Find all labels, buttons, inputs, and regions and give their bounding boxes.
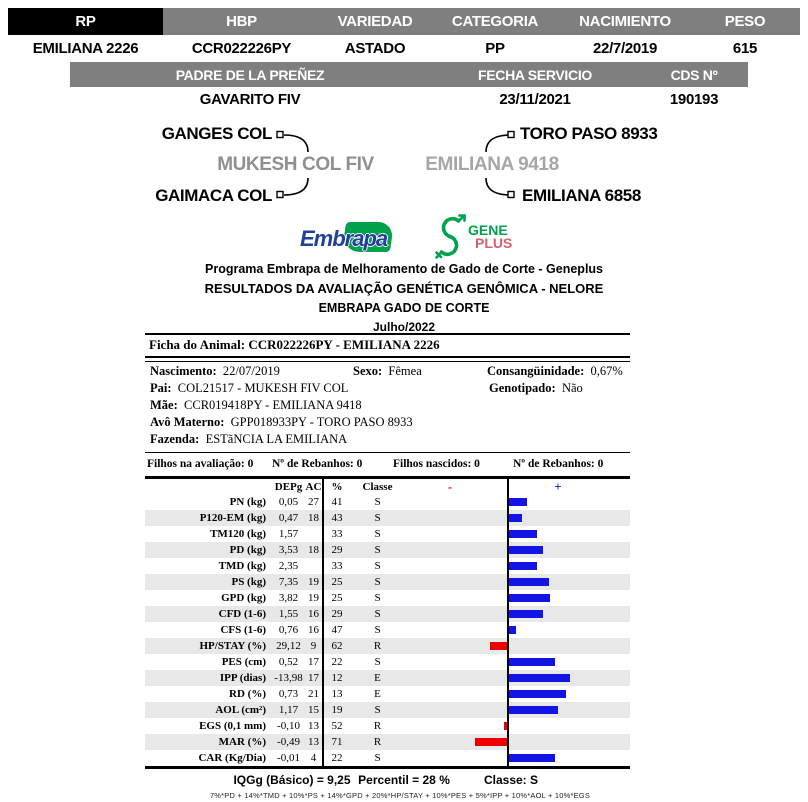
animal-detail-field: [150, 415, 413, 430]
animal-detail-value: Fêmea: [382, 364, 422, 378]
dep-row-ac: 4: [310, 752, 317, 764]
program-title-line2: RESULTADOS DA AVALIAÇÃO GENÉTICA GENÔMICA - NELORE: [204, 281, 604, 296]
animal-detail-label: Genotipado:: [489, 381, 556, 395]
animal-detail-label: Sexo:: [353, 364, 383, 378]
animal-detail-field: [353, 364, 422, 379]
dep-row-bar-cell: [403, 734, 630, 750]
dep-row-classe: S: [374, 592, 381, 604]
geneplus-logo-text: [468, 224, 512, 250]
dep-table-row: [145, 494, 630, 510]
dep-row-depg: -0,10: [277, 720, 300, 732]
dep-row-bar-cell: [403, 622, 630, 638]
dep-row-pct: 22: [331, 752, 343, 764]
dep-row-ac: 13: [308, 720, 319, 732]
animal-detail-label: Nascimento:: [150, 364, 217, 378]
animal-detail-label: Pai:: [150, 381, 172, 395]
dep-row-label: CAR (Kg/Dia): [198, 752, 266, 764]
logo-strip: [0, 214, 808, 262]
animal-detail-field: [150, 432, 347, 447]
dep-row-classe: R: [373, 640, 382, 652]
animal-record-header-label: Ficha do Animal:: [149, 337, 246, 352]
animal-detail-field: [150, 364, 280, 379]
dep-row-ac: 16: [308, 608, 319, 620]
dep-row-bar: [475, 738, 507, 746]
dep-table-row: [145, 574, 630, 590]
dep-row-depg: 0,47: [278, 512, 299, 524]
service-header-cell: CDS Nº: [640, 62, 748, 87]
dep-row-bar-cell: [403, 750, 630, 766]
dep-row-bar: [509, 626, 516, 634]
dep-table-row: [145, 734, 630, 750]
animal-detail-label: Avô Materno:: [150, 415, 225, 429]
dep-row-pct: 33: [331, 528, 343, 540]
identification-header-cell: RP: [8, 8, 163, 35]
identification-value-cell: PP: [430, 35, 560, 61]
dep-row-pct: 29: [331, 544, 343, 556]
animal-detail-field: [150, 381, 348, 396]
animal-details: [145, 362, 630, 452]
identification-header-cell: CATEGORIA: [430, 8, 560, 35]
dep-row-bar-cell: [403, 702, 630, 718]
embrapa-logo: [300, 222, 404, 254]
dep-header-depg: DEPg: [274, 480, 303, 493]
geneplus-logo: [432, 214, 512, 260]
dep-row-bar: [509, 674, 570, 682]
pedigree-paternal-granddam: GAIMACA COL: [155, 186, 272, 205]
identification-value-row: [8, 35, 800, 61]
animal-record-header: [145, 335, 630, 356]
identification-value-cell: 615: [690, 35, 800, 61]
dep-bar-center-line: [507, 479, 509, 766]
dep-table-row: [145, 542, 630, 558]
dep-row-depg: -13,98: [274, 672, 303, 684]
dep-row-bar: [509, 658, 555, 666]
animal-detail-value: GPP018933PY - TORO PASO 8933: [224, 415, 413, 429]
animal-details-row: [145, 432, 630, 449]
dep-row-label: CFS (1-6): [220, 624, 266, 636]
dep-row-bar: [509, 754, 555, 762]
dep-row-bar-cell: [403, 718, 630, 734]
identification-header-row: [8, 8, 800, 35]
dep-row-bar-cell: [403, 494, 630, 510]
summary-percentil: Percentil = 28 %: [358, 773, 450, 787]
dep-row-label: PES (cm): [221, 656, 266, 668]
dep-row-depg: 0,52: [278, 656, 299, 668]
service-value-row: [70, 87, 748, 112]
dep-table-row: [145, 718, 630, 734]
dep-row-pct: 52: [331, 720, 343, 732]
dep-row-bar: [509, 594, 550, 602]
dep-row-pct: 22: [331, 656, 343, 668]
dep-row-pct: 25: [331, 576, 343, 588]
dep-header-plus-sign: +: [554, 479, 562, 494]
service-value-cell: GAVARITO FIV: [70, 87, 430, 112]
animal-details-row: [145, 364, 630, 381]
dep-row-label: PD (kg): [229, 544, 266, 556]
dep-row-depg: 0,05: [278, 496, 299, 508]
animal-detail-label: Mãe:: [150, 398, 178, 412]
dep-row-label: MAR (%): [218, 736, 266, 748]
dep-row-classe: E: [374, 688, 381, 700]
dep-row-pct: 43: [331, 512, 343, 524]
dep-row-label: IPP (dias): [219, 672, 266, 684]
dep-table: [145, 479, 630, 766]
dep-table-row: [145, 750, 630, 766]
identification-value-cell: 22/7/2019: [560, 35, 690, 61]
dep-row-classe: E: [374, 672, 381, 684]
animal-detail-label: Consangüinidade:: [487, 364, 585, 378]
dep-table-row: [145, 686, 630, 702]
dep-row-label: PN (kg): [229, 496, 266, 508]
dep-row-bar: [509, 514, 522, 522]
dep-row-classe: S: [374, 624, 381, 636]
offspring-summary-row: [145, 453, 630, 476]
dep-row-label: RD (%): [229, 688, 266, 700]
dep-row-bar: [509, 498, 527, 506]
dep-row-pct: 33: [331, 560, 343, 572]
dep-row-label: TM120 (kg): [210, 528, 266, 540]
program-titles: [0, 262, 808, 339]
dep-row-bar: [509, 530, 537, 538]
summary-classe: Classe: S: [483, 773, 539, 787]
animal-details-row: [145, 415, 630, 432]
geneplus-word-plus: PLUS: [475, 235, 513, 251]
dep-row-ac: 19: [308, 592, 319, 604]
dep-row-classe: S: [374, 496, 381, 508]
dep-table-row: [145, 510, 630, 526]
dep-row-depg: 0,73: [278, 688, 299, 700]
pedigree-dam: EMILIANA 9418: [425, 154, 559, 175]
dep-row-ac: 18: [308, 512, 319, 524]
dep-column-divider-line: [322, 479, 324, 766]
dep-row-ac: 17: [308, 672, 319, 684]
dep-row-bar: [509, 562, 537, 570]
rule-table-bottom: [145, 766, 630, 769]
offspring-item: Filhos na avaliação: 0: [147, 458, 254, 470]
dep-row-depg: 2,35: [278, 560, 299, 572]
pedigree-tree: [140, 118, 685, 214]
dep-row-ac: 27: [308, 496, 319, 508]
dep-row-depg: 3,82: [278, 592, 299, 604]
dep-table-row: [145, 606, 630, 622]
dep-row-pct: 41: [331, 496, 343, 508]
dep-row-label: P120-EM (kg): [199, 512, 266, 524]
dep-row-bar-cell: [403, 606, 630, 622]
dep-table-row: [145, 558, 630, 574]
animal-detail-value: CCR019418PY - EMILIANA 9418: [177, 398, 362, 412]
dep-row-bar-cell: [403, 686, 630, 702]
dep-row-ac: 16: [308, 624, 319, 636]
identification-value-cell: CCR022226PY: [163, 35, 320, 61]
dep-row-classe: S: [374, 752, 381, 764]
embrapa-logo-text: Embrapa: [300, 226, 388, 251]
dep-table-row: [145, 654, 630, 670]
summary-iqgg: IQGg (Básico) = 9,25: [233, 773, 351, 787]
program-title-line1: Programa Embrapa de Melhoramento de Gado de Corte - Geneplus: [205, 262, 603, 276]
dep-header-pct: %: [331, 480, 343, 493]
offspring-item: Nº de Rebanhos: 0: [513, 458, 604, 470]
dep-row-bar-cell: [403, 510, 630, 526]
pedigree-paternal-grandsire: GANGES COL: [161, 124, 272, 143]
dep-row-label: EGS (0,1 mm): [199, 720, 266, 732]
identification-header-cell: HBP: [163, 8, 320, 35]
offspring-item: Nº de Rebanhos: 0: [272, 458, 363, 470]
service-table: [70, 62, 748, 112]
dep-row-bar-cell: [403, 526, 630, 542]
dep-row-bar: [509, 578, 549, 586]
dep-row-classe: S: [374, 704, 381, 716]
dep-row-pct: 13: [331, 688, 343, 700]
pedigree-maternal-granddam: EMILIANA 6858: [522, 186, 641, 205]
dep-row-pct: 47: [331, 624, 343, 636]
dep-header-minus-sign: -: [447, 479, 453, 494]
pedigree-connector-lines: [140, 118, 685, 214]
dep-row-depg: 0,76: [278, 624, 299, 636]
animal-detail-value: 22/07/2019: [216, 364, 280, 378]
animal-detail-field: [150, 398, 362, 413]
dep-row-depg: 29,12: [276, 640, 301, 652]
dep-row-label: AOL (cm²): [215, 704, 266, 716]
dep-row-bar: [509, 706, 558, 714]
dep-row-label: CFD (1-6): [218, 608, 266, 620]
index-formula: 7%*PD + 14%*TMD + 10%*PS + 14%*GPD + 20%*HP/STAY + 10%*PES + 5%*IPP + 10%*AOL + 10%*EGS: [209, 791, 591, 800]
dep-row-classe: S: [374, 608, 381, 620]
identification-value-cell: EMILIANA 2226: [8, 35, 163, 61]
dep-row-pct: 19: [331, 704, 343, 716]
dep-row-bar-cell: [403, 574, 630, 590]
animal-detail-value: ESTãNCIA LA EMILIANA: [199, 432, 348, 446]
dep-row-classe: R: [373, 736, 382, 748]
dep-row-ac: 19: [308, 576, 319, 588]
animal-record-section: [145, 333, 630, 769]
dep-row-depg: 1,57: [278, 528, 299, 540]
dep-row-ac: 21: [308, 688, 319, 700]
dep-row-ac: 18: [308, 544, 319, 556]
dep-table-row: [145, 622, 630, 638]
dep-table-row: [145, 638, 630, 654]
animal-detail-value: COL21517 - MUKESH FIV COL: [171, 381, 349, 395]
animal-record-header-value: CCR022226PY - EMILIANA 2226: [248, 337, 440, 352]
animal-details-row: [145, 381, 630, 398]
service-value-cell: 23/11/2021: [430, 87, 640, 112]
summary-row: [145, 773, 630, 789]
dep-row-label: TMD (kg): [218, 560, 266, 572]
pedigree-maternal-grandsire: TORO PASO 8933: [520, 124, 658, 143]
identification-header-cell: VARIEDAD: [320, 8, 430, 35]
dep-row-bar: [509, 546, 543, 554]
dep-row-depg: 1,17: [278, 704, 299, 716]
identification-table: [8, 8, 800, 61]
dep-row-bar: [490, 642, 507, 650]
geneplus-symbol-icon: [432, 214, 468, 260]
dep-row-pct: 62: [331, 640, 343, 652]
dep-row-classe: S: [374, 528, 381, 540]
dep-header-bar-scale: [403, 479, 630, 494]
dep-row-depg: -0,01: [277, 752, 300, 764]
dep-row-depg: 1,55: [278, 608, 299, 620]
dep-row-classe: S: [374, 656, 381, 668]
service-value-cell: 190193: [640, 87, 748, 112]
dep-table-row: [145, 590, 630, 606]
program-title-line3: EMBRAPA GADO DE CORTE: [318, 301, 490, 315]
dep-table-header-row: [145, 479, 630, 494]
identification-header-cell: PESO: [690, 8, 800, 35]
dep-row-pct: 12: [331, 672, 343, 684]
animal-detail-label: Fazenda:: [150, 432, 200, 446]
dep-row-ac: 13: [308, 736, 319, 748]
offspring-item: Filhos nascidos: 0: [393, 458, 480, 470]
service-header-row: [70, 62, 748, 87]
pedigree-sire: MUKESH COL FIV: [217, 154, 374, 175]
dep-row-classe: S: [374, 576, 381, 588]
animal-detail-value: Não: [555, 381, 583, 395]
service-header-cell: FECHA SERVICIO: [430, 62, 640, 87]
service-header-cell: PADRE DE LA PREÑEZ: [70, 62, 430, 87]
dep-row-bar-cell: [403, 670, 630, 686]
dep-row-bar-cell: [403, 654, 630, 670]
dep-row-pct: 25: [331, 592, 343, 604]
dep-row-depg: 7,35: [278, 576, 299, 588]
animal-details-row: [145, 398, 630, 415]
dep-row-bar-cell: [403, 638, 630, 654]
geneplus-word-gene: GENE: [468, 222, 508, 238]
dep-row-label: HP/STAY (%): [199, 640, 266, 652]
dep-row-classe: R: [373, 720, 382, 732]
animal-detail-field: [489, 381, 583, 396]
dep-table-row: [145, 702, 630, 718]
dep-row-label: PS (kg): [231, 576, 266, 588]
dep-row-ac: 9: [310, 640, 317, 652]
dep-row-label: GPD (kg): [221, 592, 266, 604]
dep-row-ac: 15: [308, 704, 319, 716]
dep-table-body: [145, 494, 630, 766]
dep-row-pct: 71: [331, 736, 343, 748]
identification-value-cell: ASTADO: [320, 35, 430, 61]
dep-row-ac: 17: [308, 656, 319, 668]
dep-row-depg: -0,49: [277, 736, 300, 748]
dep-row-depg: 3,53: [278, 544, 299, 556]
dep-row-bar-cell: [403, 590, 630, 606]
dep-row-bar-cell: [403, 542, 630, 558]
dep-row-pct: 29: [331, 608, 343, 620]
dep-row-bar-cell: [403, 558, 630, 574]
dep-row-classe: S: [374, 512, 381, 524]
program-title-line4: Julho/2022: [372, 320, 436, 334]
dep-row-bar: [509, 610, 543, 618]
dep-header-ac: AC: [305, 480, 322, 493]
dep-row-bar: [509, 690, 566, 698]
animal-detail-value: 0,67%: [584, 364, 623, 378]
dep-table-row: [145, 670, 630, 686]
dep-table-row: [145, 526, 630, 542]
dep-row-classe: S: [374, 560, 381, 572]
animal-detail-field: [487, 364, 623, 379]
dep-row-classe: S: [374, 544, 381, 556]
identification-header-cell: NACIMIENTO: [560, 8, 690, 35]
dep-header-classe: Classe: [362, 480, 393, 493]
